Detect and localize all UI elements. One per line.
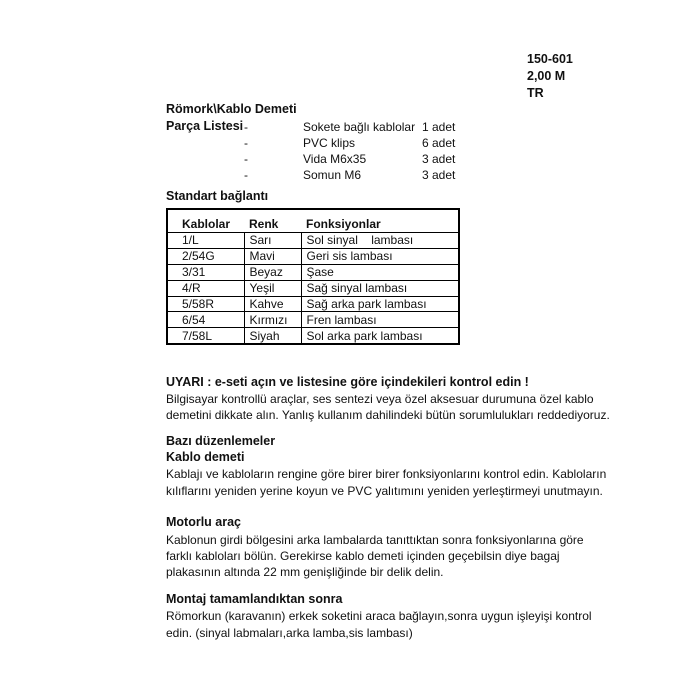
column-header-functions: Fonksiyonlar: [301, 209, 459, 233]
table-row: [167, 280, 459, 296]
parts-item-qty: 1 adet: [422, 120, 456, 134]
product-code: 150-601: [527, 52, 573, 66]
cell-function: Sol arka park lambası: [301, 328, 459, 344]
cell-color: Kırmızı: [244, 312, 301, 328]
parts-item-dash: -: [244, 168, 248, 182]
adjustments-heading: Bazı düzenlemeler: [166, 434, 276, 448]
parts-item-name: PVC klips: [303, 136, 356, 150]
assembly-line: Römorkun (karavanın) erkek soketini araca bağlayın,sonra uygun işleyişi kontrol: [166, 609, 592, 623]
parts-item-name: Somun M6: [303, 168, 362, 182]
cell-function: Sol sinyal lambası: [301, 233, 459, 249]
table-row: [167, 264, 459, 280]
motor-vehicle-heading: Motorlu araç: [166, 515, 242, 529]
cable-harness-line: Kablajı ve kabloların rengine göre birer birer fonksiyonlarını kontrol edin. Kabloların: [166, 467, 607, 481]
cable-harness-line: kılıflarını yeniden yerine koyun ve PVC yalıtımını yeniden yerleştirmeyi unutmayın.: [166, 484, 603, 498]
motor-vehicle-line: Kablonun girdi bölgesini arka lambalarda tanıttıktan sonra fonksiyonlarına göre: [166, 533, 584, 547]
cell-function: Geri sis lambası: [301, 248, 459, 264]
cell-color: Mavi: [244, 248, 301, 264]
table-row: [167, 248, 459, 264]
parts-item-name: Sokete bağlı kablolar: [303, 120, 416, 134]
product-language: TR: [527, 86, 544, 100]
assembly-line: edin. (sinyal labmaları,arka lamba,sis lambası): [166, 626, 413, 640]
cell-cable: 3/31: [167, 264, 244, 280]
motor-vehicle-line: plakasının altında 22 mm genişliğinde bir delik delin.: [166, 565, 444, 579]
cell-cable: 6/54: [167, 312, 244, 328]
warning-line: Bilgisayar kontrollü araçlar, ses sentezi veya özel aksesuar durumuna özel kablo: [166, 392, 594, 406]
cell-function: Sağ arka park lambası: [301, 296, 459, 312]
table-row: [167, 328, 459, 344]
cable-harness-heading: Kablo demeti: [166, 450, 245, 464]
parts-item-dash: -: [244, 152, 248, 166]
cell-function: Şase: [301, 264, 459, 280]
standard-connection-heading: Standart bağlantı: [166, 189, 269, 203]
cell-cable: 5/58R: [167, 296, 244, 312]
warning-line: demetini dikkate alın. Yanlış kullanım dahilindeki bütün sorumlulukları reddediyoruz.: [166, 408, 610, 422]
parts-item-name: Vida M6x35: [303, 152, 367, 166]
cell-function: Sağ sinyal lambası: [301, 280, 459, 296]
cell-color: Siyah: [244, 328, 301, 344]
table-row: [167, 233, 459, 249]
cell-cable: 2/54G: [167, 248, 244, 264]
column-header-color: Renk: [244, 209, 301, 233]
motor-vehicle-line: farklı kabloları bölün. Gerekirse kablo demeti içinden geçebilsin diye bagaj: [166, 549, 560, 563]
cell-color: Beyaz: [244, 264, 301, 280]
cell-cable: 4/R: [167, 280, 244, 296]
column-header-cables: Kablolar: [167, 209, 244, 233]
parts-list-heading: Parça Listesi: [166, 119, 244, 133]
table-header-row: [167, 209, 459, 233]
parts-item-qty: 3 adet: [422, 168, 456, 182]
connection-table: [166, 208, 460, 345]
document-title: Römork\Kablo Demeti: [166, 102, 297, 116]
cell-color: Yeşil: [244, 280, 301, 296]
cell-function: Fren lambası: [301, 312, 459, 328]
table-row: [167, 312, 459, 328]
cell-color: Sarı: [244, 233, 301, 249]
product-length: 2,00 M: [527, 69, 566, 83]
parts-item-dash: -: [244, 120, 248, 134]
parts-item-qty: 6 adet: [422, 136, 456, 150]
assembly-heading: Montaj tamamlandıktan sonra: [166, 592, 343, 606]
parts-item-qty: 3 adet: [422, 152, 456, 166]
table-row: [167, 296, 459, 312]
parts-item-dash: -: [244, 136, 248, 150]
cell-cable: 7/58L: [167, 328, 244, 344]
cell-cable: 1/L: [167, 233, 244, 249]
cell-color: Kahve: [244, 296, 301, 312]
warning-heading: UYARI : e-seti açın ve listesine göre içindekileri kontrol edin !: [166, 375, 529, 389]
